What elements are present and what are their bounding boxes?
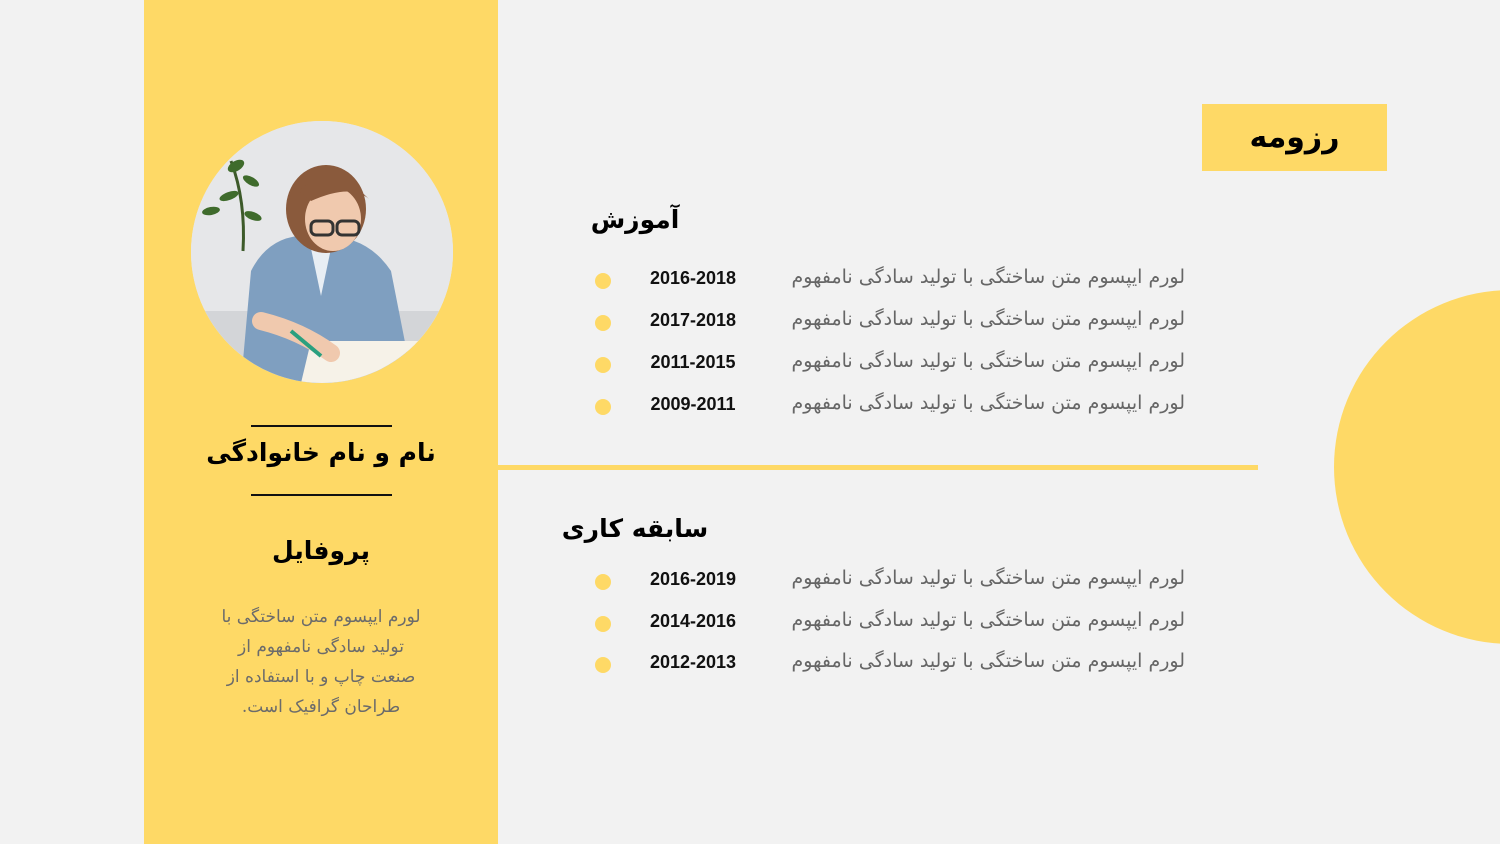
education-year: 2009-2011 [650,394,736,414]
education-item [0,265,1200,295]
full-name: نام و نام خانوادگی [206,438,436,467]
profile-text: لورم ایپسوم متن ساختگی با تولید سادگی نامفهوم از صنعت چاپ و با استفاده از طراحان گرافیک است. [221,607,421,717]
experience-item [0,649,1200,679]
education-heading: آموزش [590,205,680,234]
experience-year: 2014-2016 [649,611,737,631]
name-bottom-rule [251,494,392,496]
bullet-dot [595,357,611,373]
education-year: 2016-2018 [649,268,737,288]
education-text: لورم ایپسوم متن ساختگی با تولید سادگی نامفهوم [791,308,1185,330]
experience-item [0,608,1200,638]
profile-photo [191,121,453,383]
education-text: لورم ایپسوم متن ساختگی با تولید سادگی نامفهوم [791,350,1185,372]
bullet-dot [595,657,611,673]
bullet-dot [595,574,611,590]
resume-title: رزومه [1249,120,1340,155]
name-top-rule [251,425,392,427]
education-item [0,307,1200,337]
education-year: 2011-2015 [650,352,736,372]
bullet-dot [595,273,611,289]
experience-item [0,566,1200,596]
education-item [0,391,1200,421]
experience-year: 2012-2013 [649,652,737,672]
education-item [0,349,1200,379]
experience-text: لورم ایپسوم متن ساختگی با تولید سادگی نامفهوم [791,609,1185,631]
resume-title-box [1202,104,1387,171]
profile-heading: پروفایل [272,536,370,565]
bullet-dot [595,315,611,331]
education-year: 2017-2018 [649,310,737,330]
section-divider [498,465,1258,470]
experience-text: لورم ایپسوم متن ساختگی با تولید سادگی نامفهوم [791,567,1185,589]
education-text: لورم ایپسوم متن ساختگی با تولید سادگی نامفهوم [791,266,1185,288]
bullet-dot [595,616,611,632]
experience-year: 2016-2019 [649,569,737,589]
experience-heading: سابقه کاری [561,514,709,543]
bullet-dot [595,399,611,415]
experience-text: لورم ایپسوم متن ساختگی با تولید سادگی نامفهوم [791,650,1185,672]
education-text: لورم ایپسوم متن ساختگی با تولید سادگی نامفهوم [791,392,1185,414]
decorative-circle [1334,290,1500,644]
